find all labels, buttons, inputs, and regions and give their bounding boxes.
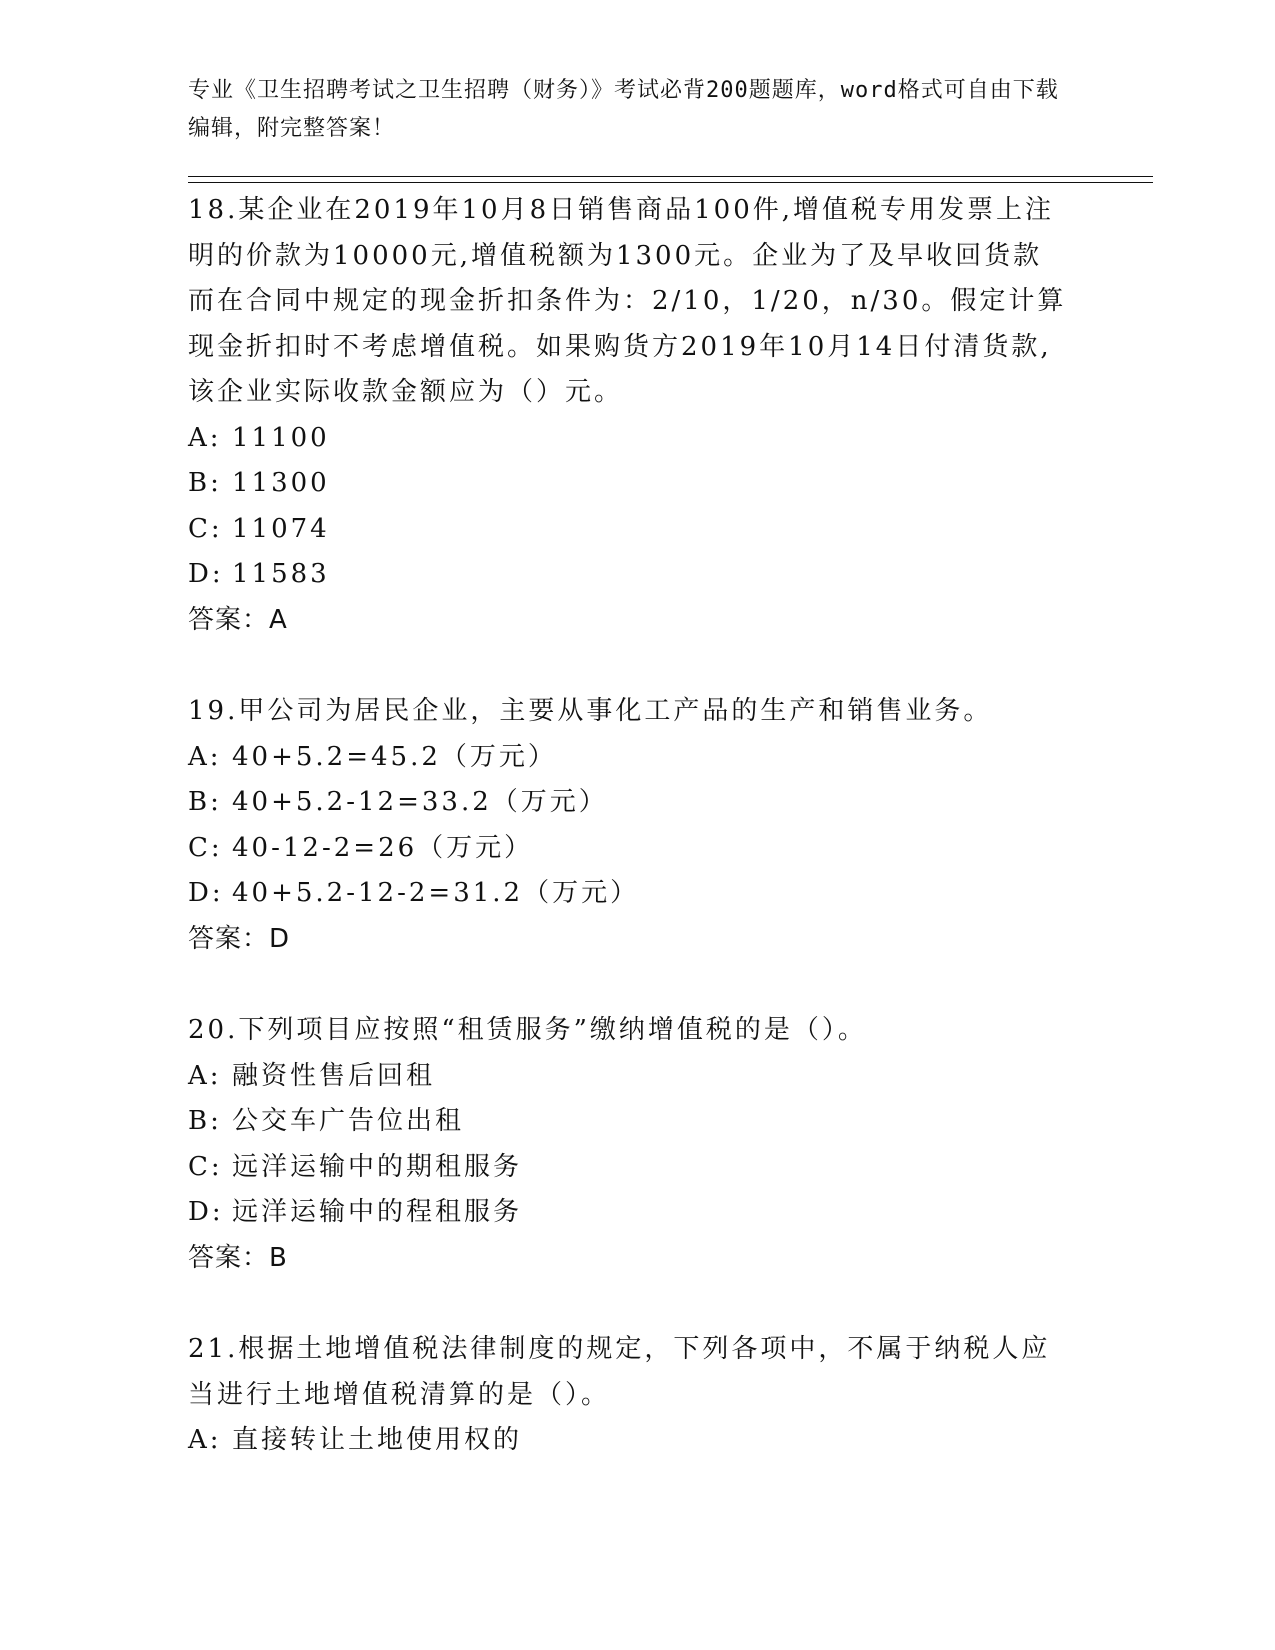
option-a — [188, 1054, 1068, 1100]
option-label: A: — [188, 1060, 222, 1091]
answer-line — [188, 598, 1068, 644]
option-text: 40-12-2=26（万元） — [232, 832, 534, 863]
option-label: A: — [188, 741, 222, 772]
option-text: 11074 — [232, 513, 330, 544]
question-stem: 20.下列项目应按照“租赁服务”缴纳增值税的是（）。 — [188, 1015, 867, 1045]
option-b — [188, 780, 1068, 826]
option-text: 直接转让土地使用权的 — [232, 1425, 523, 1455]
header-rule-top — [188, 176, 1153, 177]
document-title: 专业《卫生招聘考试之卫生招聘（财务）》考试必背200题题库，word格式可自由下载编辑，附完整答案！ — [188, 78, 1059, 141]
answer-label: 答案： — [188, 604, 270, 635]
option-label: B: — [188, 468, 222, 498]
option-text: 远洋运输中的期租服务 — [232, 1151, 523, 1182]
question-list — [188, 188, 1068, 1510]
option-text: 40+5.2-12=33.2（万元） — [232, 787, 608, 817]
option-label: B: — [188, 1106, 222, 1136]
option-text: 融资性售后回租 — [232, 1060, 436, 1091]
option-label: D: — [188, 1197, 224, 1227]
option-b — [188, 461, 1068, 507]
header-rule-bottom — [188, 182, 1153, 183]
option-text: 公交车广告位出租 — [232, 1106, 465, 1136]
answer-value: D — [269, 923, 291, 954]
option-d — [188, 871, 1068, 917]
option-label: C: — [188, 513, 223, 544]
answer-label: 答案： — [188, 923, 270, 954]
option-label: A: — [188, 1425, 222, 1455]
option-a — [188, 1418, 1068, 1464]
option-c — [188, 1145, 1068, 1191]
question-20 — [188, 1008, 1068, 1281]
option-label: D: — [188, 559, 224, 589]
option-a — [188, 416, 1068, 462]
question-21 — [188, 1327, 1068, 1464]
option-text: 11100 — [232, 422, 330, 453]
question-stem: 21.根据土地增值税法律制度的规定，下列各项中，不属于纳税人应当进行土地增值税清算的是（）。 — [188, 1334, 1051, 1410]
question-stem: 18.某企业在2019年10月8日销售商品100件,增值税专用发票上注明的价款为10000元,增值税额为1300元。企业为了及早收回货款而在合同中规定的现金折扣条件为：2/10，1/20，n/30。假定计算现金折扣时不考虑增值税。如果购货方2019年10月14日付清货款,该企业实际收款金额应为（）元。 — [188, 195, 1067, 407]
option-a — [188, 735, 1068, 781]
answer-value: A — [269, 604, 288, 635]
option-c — [188, 507, 1068, 553]
option-text: 40+5.2=45.2（万元） — [232, 741, 557, 772]
option-d — [188, 552, 1068, 598]
option-text: 远洋运输中的程租服务 — [232, 1197, 523, 1227]
option-label: A: — [188, 422, 222, 453]
answer-line — [188, 1236, 1068, 1282]
answer-line — [188, 917, 1068, 963]
option-text: 40+5.2-12-2=31.2（万元） — [232, 878, 640, 908]
question-18 — [188, 188, 1068, 643]
answer-label: 答案： — [188, 1242, 270, 1273]
option-label: B: — [188, 787, 222, 817]
option-c — [188, 826, 1068, 872]
question-stem: 19.甲公司为居民企业，主要从事化工产品的生产和销售业务。 — [188, 696, 993, 726]
answer-value: B — [269, 1242, 288, 1273]
option-label: C: — [188, 832, 223, 863]
document-header — [188, 72, 1068, 148]
option-label: D: — [188, 878, 224, 908]
question-19 — [188, 689, 1068, 962]
option-text: 11300 — [232, 468, 330, 498]
option-label: C: — [188, 1151, 223, 1182]
option-text: 11583 — [232, 559, 330, 589]
option-d — [188, 1190, 1068, 1236]
option-b — [188, 1099, 1068, 1145]
